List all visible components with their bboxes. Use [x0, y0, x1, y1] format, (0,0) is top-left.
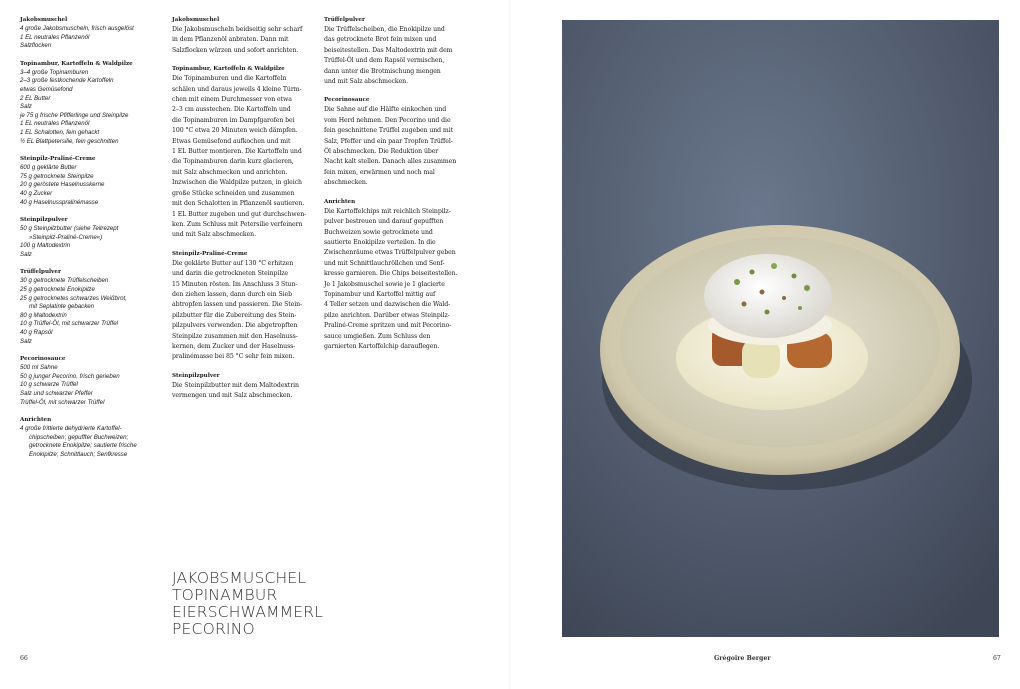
ingredient-line: 50 g junger Pecorino, frisch gerieben	[20, 372, 120, 380]
ingredient-line: 40 g Rapsöl	[20, 329, 53, 337]
ingredient-line: 500 ml Sahne	[20, 364, 58, 372]
method-line: die Topinamburen darin kurz glacieren,	[172, 158, 294, 166]
title-line: PECORINO	[172, 620, 255, 638]
ingredient-line: Enokipilze; Schnittlauch; Senfkresse	[29, 450, 128, 458]
method-line: Inzwischen die Waldpilze putzen, in gleich	[172, 179, 302, 187]
page-number-right: 67	[993, 655, 1001, 662]
method-line: Trüffel-Öl und dem Rapsöl vermischen,	[324, 57, 445, 65]
ingredient-line: 40 g Zucker	[20, 189, 53, 197]
method-line: Die Trüffelscheiben, die Enokipilze und	[324, 26, 445, 33]
method-line: vom Herd nehmen. Den Pecorino und die	[324, 116, 451, 124]
method-line: dann unter die Brotmischung mengen	[324, 67, 441, 75]
method-line: beiseitestellen. Das Maltodextrin mit dem	[324, 46, 453, 54]
recipe-section	[172, 372, 310, 402]
recipe-section	[20, 355, 162, 407]
chive-piece	[750, 270, 755, 275]
recipe-section	[20, 155, 162, 207]
ingredient-line: je 75 g frische Pfifferlinge und Steinpilze	[20, 111, 129, 119]
chive-piece	[765, 310, 770, 315]
method-line: den ziehen lassen, dann durch ein Sieb	[172, 290, 292, 298]
ingredient-line: 2–3 große festkochende Kartoffeln	[20, 77, 114, 85]
section-heading: Jakobsmuschel	[20, 17, 68, 23]
method-line: 4 Teller setzen und dazwischen die Wald-	[324, 301, 451, 309]
dish-illustration	[562, 20, 999, 637]
ingredient-line: Salz und schwarzer Pfeffer	[20, 390, 93, 397]
title-line: JAKOBSMUSCHEL	[172, 569, 307, 587]
method-line: in dem Pflanzenöl anbraten. Dann mit	[172, 36, 289, 44]
method-line: Die Kartoffelchips mit reichlich Steinpilz-	[324, 207, 451, 215]
method-line: kernen, dem Zucker und der Haselnuss-	[172, 342, 296, 350]
ingredient-line: Trüffel-Öl, mit schwarzer Trüffel	[20, 398, 105, 406]
section-heading: Jakobsmuschel	[172, 17, 220, 23]
method-line: und darin die getrockneten Steinpilze	[172, 270, 288, 278]
section-heading: Steinpilzpulver	[172, 372, 220, 379]
method-line: abschmecken.	[324, 179, 368, 187]
method-line: fein geschnittene Trüffel zugeben und mit	[324, 127, 453, 135]
recipe-section	[20, 16, 162, 51]
method-line: 1 EL Butter montieren. Die Kartoffeln und	[172, 148, 302, 156]
method-line: vermengen und mit Salz abschmecken.	[172, 392, 293, 400]
method-line: mit Salz abschmecken und anrichten.	[172, 168, 288, 176]
ingredient-line: 20 g geröstete Haselnusskerne	[20, 181, 105, 189]
recipe-section	[20, 216, 162, 259]
ingredient-line: 40 g Haselnusspralinémasse	[20, 198, 99, 206]
method-line: pulver bestreuen und darauf gepufften	[324, 218, 444, 226]
method-line: Salz, Pfeffer und ein paar Tropfen Trüffel-	[324, 137, 453, 145]
ingredient-line: getrocknete Enokipilze; sautierte frische	[29, 442, 137, 450]
method-line: sautierte Enokipilze verteilen. In die	[324, 238, 436, 246]
ingredient-line: 100 g Maltodextrin	[20, 242, 71, 250]
method-line: mit den Schalotten in Pflanzenöl sautieren.	[172, 200, 305, 208]
ingredient-line: 1 EL Schalotten, fein gehackt	[20, 128, 100, 136]
method-line: große Stücke schneiden und zusammen	[172, 189, 295, 197]
method-column-1	[172, 16, 310, 411]
method-line: Buchweizen sowie getrocknete und	[324, 228, 433, 236]
method-line: Topinambur und Kartoffel mittig auf	[324, 290, 436, 298]
ingredients-column	[20, 16, 162, 469]
recipe-section	[324, 96, 464, 188]
page-number-left: 66	[20, 655, 28, 662]
method-line: das getrocknete Brot fein mixen und	[324, 36, 437, 44]
ingredient-line: mit Seplatinte gebacken	[29, 303, 95, 311]
method-line: und mit Salz abschmecken.	[172, 231, 256, 239]
method-line: Die Sahne auf die Hälfte einkochen und	[324, 106, 447, 114]
method-line: schälen und daraus jeweils 4 kleine Türm-	[172, 85, 302, 93]
method-line: pilzbutter für die Zubereitung des Stein-	[172, 311, 297, 319]
method-line: Die Steinpilzbutter mit dem Maltodextrin	[172, 381, 299, 389]
ingredient-line: 4 große frittierte dehydrierte Kartoffel-	[20, 425, 122, 433]
method-column-2	[324, 16, 464, 361]
ingredient-line: Salz	[20, 250, 32, 258]
recipe-section	[172, 250, 310, 363]
method-line: kresse garnieren. Die Chips beiseitestellen.	[324, 270, 458, 278]
recipe-section	[324, 198, 464, 353]
chive-piece	[798, 306, 802, 310]
potato-chip	[704, 254, 832, 338]
plated-dish-photo	[562, 20, 999, 637]
ingredient-line: etwas Gemüsefond	[20, 85, 73, 93]
recipe-section	[20, 60, 162, 146]
ingredient-line: 1 EL neutrales Pflanzenöl	[20, 120, 90, 128]
method-line: die Topinamburen im Dampfgarofen bei	[172, 116, 295, 124]
recipe-section	[172, 65, 310, 241]
ingredient-line: Salz	[20, 103, 32, 111]
method-line: Je 1 Jakobsmuschel sowie je 1 glacierte	[324, 280, 445, 288]
ingredient-line: 25 g getrocknetes schwarzes Weißbrot,	[20, 294, 127, 302]
ingredient-line: Salz	[20, 337, 32, 345]
ingredient-line: 600 g geklärte Butter	[20, 164, 77, 172]
method-line: Öl abschmecken. Die Reduktion über	[324, 148, 439, 156]
method-line: abtropfen lassen und passieren. Die Stein-	[172, 301, 303, 309]
recipe-section	[324, 16, 464, 87]
method-line: pralinémasse bei 85 °C sehr fein mixen.	[172, 353, 295, 361]
ingredient-line: 80 g Maltodextrin	[20, 311, 67, 319]
page-gutter	[509, 0, 511, 689]
method-line: und mit Schnittlauchröllchen und Senf-	[324, 259, 445, 267]
method-line: Zwischenräume etwas Trüffelpulver geben	[324, 249, 456, 257]
chive-piece	[734, 279, 740, 285]
chef-name: Grégoire Berger	[714, 655, 771, 662]
method-line: sauce umgießen. Zum Schluss den	[324, 332, 431, 340]
method-line: 100 °C etwa 20 Minuten weich dämpfen.	[172, 127, 298, 135]
ingredient-line: 1 EL neutrales Pflanzenöl	[20, 33, 90, 41]
ingredient-line: »Steinpilz-Praliné-Creme«)	[29, 233, 103, 241]
method-line: Nacht kalt stellen. Danach alles zusammen	[324, 158, 457, 166]
section-heading: Trüffelpulver	[20, 269, 61, 276]
buckwheat	[760, 290, 765, 295]
section-heading: Anrichten	[20, 417, 52, 424]
ingredient-line: 50 g Steinpilzbutter (siehe Teilrezept	[20, 225, 119, 233]
method-line: chen mit einem Durchmesser von etwa	[172, 96, 292, 104]
section-heading: Pecorinosauce	[324, 97, 370, 104]
title-line: EIERSCHWAMMERL	[172, 603, 324, 621]
ingredient-line: 10 g Trüffel-Öl, mit schwarzer Trüffel	[20, 320, 118, 328]
method-line: pilzpulvers verwenden. Die abgetropften	[172, 322, 298, 330]
method-line: 1 EL Butter zugeben und gut durchschwen-	[172, 210, 307, 218]
section-heading: Steinpilz-Praliné-Creme	[20, 156, 96, 163]
method-line: und mit Salz abschmecken.	[324, 78, 408, 86]
chive-piece	[804, 285, 810, 291]
ingredient-line: 25 g getrocknete Enokipilze	[20, 286, 95, 294]
ingredient-line: ½ EL Blattpetersilie, fein geschnitten	[20, 137, 119, 145]
section-heading: Anrichten	[324, 198, 356, 205]
method-line: Praliné-Creme spritzen und mit Pecorino-	[324, 322, 452, 330]
recipe-section	[20, 416, 162, 459]
ingredient-line: 75 g getrocknete Steinpilze	[20, 172, 94, 180]
method-line: Die Topinamburen und die Kartoffeln	[172, 75, 287, 83]
method-line: Salzflocken würzen und sofort anrichten.	[172, 46, 299, 54]
ingredient-line: Salzflocken	[20, 42, 52, 50]
section-heading: Topinambur, Kartoffeln & Waldpilze	[172, 66, 285, 73]
ingredient-line: chipscheiben; gepuffter Buchweizen;	[29, 433, 129, 441]
method-line: Die Jakobsmuscheln beidseitig sehr scharf	[172, 26, 303, 33]
title-line: TOPINAMBUR	[172, 586, 278, 604]
ingredient-line: 4 große Jakobsmuscheln, frisch ausgelöst	[20, 25, 134, 32]
section-heading: Pecorinosauce	[20, 356, 66, 363]
ingredient-line: 10 g schwarze Trüffel	[20, 381, 78, 389]
ingredient-line: 2 EL Butter	[20, 94, 51, 102]
ingredient-line: 3–4 große Topinamburen	[20, 68, 89, 76]
method-line: ken. Zum Schluss mit Petersilie verfeinern	[172, 220, 303, 228]
section-heading: Trüffelpulver	[324, 17, 365, 23]
chive-piece	[792, 274, 797, 279]
method-line: 2–3 cm ausstechen. Die Kartoffeln und	[172, 106, 291, 114]
method-line: 15 Minuten rösten. Im Anschluss 3 Stun-	[172, 280, 298, 288]
ingredient-line: 30 g getrocknete Trüffelscheiben	[20, 277, 109, 285]
buckwheat	[742, 302, 747, 307]
method-line: Etwas Gemüsefond aufkochen und mit	[172, 137, 291, 145]
recipe-section	[172, 16, 310, 56]
recipe-title	[172, 570, 323, 638]
method-line: Steinpilze zusammen mit den Haselnuss-	[172, 332, 298, 340]
method-line: fein mixen, erwärmen und noch mal	[324, 168, 435, 176]
section-heading: Steinpilz-Praliné-Creme	[172, 250, 248, 257]
buckwheat	[782, 296, 786, 300]
method-line: pilze anrichten. Darüber etwas Steinpilz-	[324, 311, 450, 319]
chive-piece	[771, 263, 777, 269]
section-heading: Topinambur, Kartoffeln & Waldpilze	[20, 60, 133, 67]
method-line: Die geklärte Butter auf 130 °C erhitzen	[172, 259, 294, 267]
method-line: garnierten Kartoffelchip darauflegen.	[324, 342, 440, 350]
recipe-section	[20, 268, 162, 346]
section-heading: Steinpilzpulver	[20, 217, 68, 224]
